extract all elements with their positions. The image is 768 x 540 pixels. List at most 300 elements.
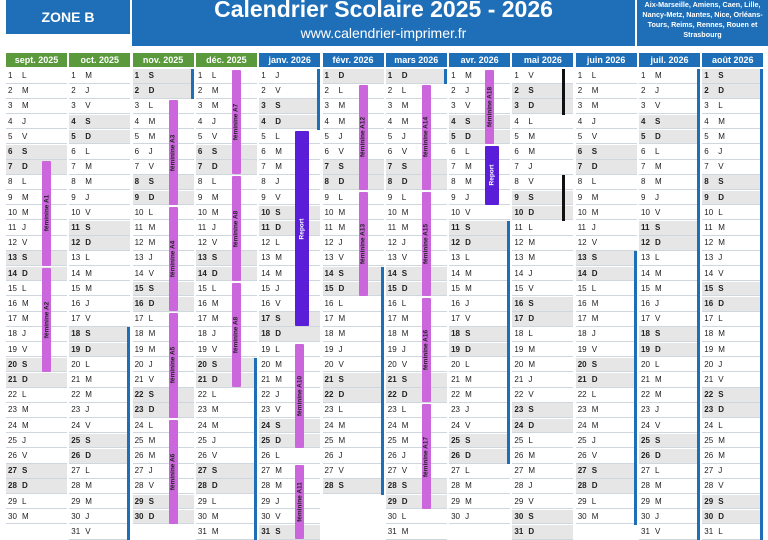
day-row [512, 464, 573, 479]
day-letter: M [85, 375, 92, 384]
day-row [449, 175, 510, 190]
day-number: 13 [197, 253, 207, 263]
day-number: 15 [197, 283, 207, 293]
day-number: 9 [71, 192, 76, 202]
day-letter: V [22, 344, 28, 354]
day-row [259, 419, 320, 434]
day-letter: L [528, 329, 533, 339]
day-letter: M [338, 435, 346, 445]
day-number: 3 [387, 101, 393, 111]
day-number: 8 [71, 177, 76, 187]
day-number: 10 [261, 207, 271, 217]
day-row [639, 221, 700, 236]
day-number: 20 [704, 359, 714, 369]
day-letter: S [528, 299, 534, 308]
day-row [639, 267, 700, 282]
day-letter: V [148, 481, 154, 491]
day-number: 5 [261, 131, 266, 141]
day-row [449, 403, 510, 418]
day-row [512, 373, 573, 388]
day-letter: S [22, 466, 28, 476]
day-number: 8 [261, 177, 266, 187]
day-row [323, 160, 384, 175]
day-row [576, 130, 637, 145]
day-letter: M [401, 101, 409, 111]
day-letter: M [85, 162, 92, 172]
day-row [576, 99, 637, 114]
day-number: 28 [197, 481, 207, 491]
day-row [259, 115, 320, 130]
day-row [259, 373, 320, 388]
day-row [576, 145, 637, 160]
day-letter: J [591, 116, 596, 126]
day-letter: J [211, 116, 216, 126]
day-row [196, 221, 257, 236]
day-number: 3 [704, 101, 709, 111]
day-number: 13 [514, 253, 524, 263]
day-number: 17 [514, 314, 524, 324]
day-row [512, 251, 573, 266]
day-letter: J [528, 268, 533, 278]
day-number: 18 [704, 329, 714, 339]
day-row [323, 343, 384, 358]
day-number: 1 [387, 71, 393, 80]
day-row [386, 464, 447, 479]
day-number: 8 [387, 177, 393, 187]
day-letter: D [528, 527, 535, 536]
day-number: 5 [451, 131, 456, 141]
day-letter: L [148, 101, 154, 111]
day-row [323, 297, 384, 312]
day-row [386, 327, 447, 342]
day-row [639, 434, 700, 449]
day-letter: V [275, 511, 281, 521]
day-number: 16 [641, 299, 650, 308]
day-letter: S [528, 511, 534, 521]
day-letter: D [718, 511, 725, 521]
day-number: 6 [134, 147, 140, 156]
day-number: 21 [514, 375, 524, 384]
day-row [196, 145, 257, 160]
day-letter: M [528, 147, 536, 156]
day-letter: S [655, 329, 661, 339]
day-number: 16 [514, 299, 524, 308]
day-letter: M [148, 223, 156, 232]
month-header: déc. 2025 [196, 53, 257, 67]
day-number: 29 [641, 496, 650, 506]
day-row [576, 419, 637, 434]
day-row [449, 206, 510, 221]
day-row [259, 175, 320, 190]
day-letter: D [401, 283, 408, 293]
day-letter: S [718, 177, 724, 187]
day-letter: M [85, 177, 92, 187]
day-letter: J [528, 481, 533, 491]
day-number: 3 [261, 101, 266, 111]
day-letter: D [591, 481, 598, 491]
day-row [6, 99, 67, 114]
day-row [69, 327, 130, 342]
day-row [196, 297, 257, 312]
day-number: 28 [324, 481, 334, 491]
day-letter: D [401, 71, 408, 80]
day-number: 26 [71, 451, 81, 460]
day-letter: S [275, 207, 281, 217]
day-row [323, 327, 384, 342]
day-letter: M [211, 299, 219, 308]
day-number: 28 [134, 481, 144, 491]
day-letter: J [718, 359, 723, 369]
day-number: 25 [704, 435, 714, 445]
day-letter: D [528, 314, 535, 324]
day-row [259, 403, 320, 418]
day-row [6, 221, 67, 236]
day-row [323, 434, 384, 449]
day-row [512, 343, 573, 358]
month-header: avr. 2026 [449, 53, 510, 67]
day-letter: L [465, 147, 470, 156]
day-row [512, 130, 573, 145]
day-number: 20 [8, 359, 17, 369]
day-number: 14 [387, 268, 397, 278]
day-row [133, 358, 194, 373]
day-number: 7 [8, 162, 13, 172]
day-number: 13 [71, 253, 81, 263]
day-number: 7 [261, 162, 266, 172]
day-row [702, 312, 763, 327]
day-letter: J [275, 390, 280, 400]
day-number: 30 [197, 511, 207, 521]
day-row [6, 312, 67, 327]
day-number: 1 [261, 71, 266, 80]
day-row [69, 343, 130, 358]
day-letter: S [718, 71, 724, 80]
day-row [702, 419, 763, 434]
day-letter: M [22, 299, 29, 308]
day-number: 22 [8, 390, 17, 400]
day-number: 13 [577, 253, 587, 263]
day-letter: D [211, 268, 218, 278]
day-number: 4 [577, 116, 583, 126]
day-number: 31 [514, 527, 524, 536]
day-letter: M [211, 511, 219, 521]
day-letter: M [528, 451, 536, 460]
site-url[interactable]: www.calendrier-imprimer.fr [300, 25, 467, 41]
day-letter: S [148, 283, 154, 293]
day-number: 18 [387, 329, 397, 339]
day-row [512, 221, 573, 236]
day-row [512, 115, 573, 130]
day-row [512, 236, 573, 251]
day-row [6, 464, 67, 479]
day-row [196, 510, 257, 525]
feminine-bar [422, 404, 431, 508]
day-letter: M [718, 116, 725, 126]
day-number: 19 [8, 344, 17, 354]
day-row [6, 419, 67, 434]
day-number: 10 [514, 207, 524, 217]
day-number: 24 [8, 420, 17, 430]
day-number: 10 [451, 207, 460, 217]
day-row [196, 327, 257, 342]
day-row [133, 449, 194, 464]
day-letter: M [401, 207, 409, 217]
day-letter: D [528, 101, 535, 111]
day-row [702, 145, 763, 160]
day-letter: L [211, 390, 217, 400]
day-letter: J [211, 329, 216, 339]
day-row [69, 115, 130, 130]
day-row [449, 267, 510, 282]
day-row [259, 130, 320, 145]
day-number: 27 [387, 466, 397, 476]
event-label: féminine A10 [296, 375, 304, 416]
day-row [133, 434, 194, 449]
day-row [449, 479, 510, 494]
day-number: 11 [261, 223, 270, 232]
day-row [576, 464, 637, 479]
day-letter: D [22, 268, 28, 278]
day-letter: L [401, 405, 407, 415]
day-row [259, 221, 320, 236]
day-number: 28 [514, 481, 524, 491]
day-letter: J [85, 192, 90, 202]
day-letter: L [275, 131, 280, 141]
day-row [639, 419, 700, 434]
day-letter: L [718, 101, 723, 111]
day-number: 4 [71, 116, 76, 126]
day-number: 7 [324, 162, 329, 172]
day-number: 1 [577, 71, 583, 80]
day-letter: M [211, 405, 219, 415]
day-number: 10 [641, 207, 650, 217]
day-letter: J [22, 116, 26, 126]
day-number: 3 [514, 101, 519, 111]
day-number: 10 [704, 207, 714, 217]
day-letter: D [465, 344, 471, 354]
day-row [259, 464, 320, 479]
day-row [196, 191, 257, 206]
day-letter: M [85, 390, 92, 400]
day-number: 29 [8, 496, 17, 506]
day-letter: M [338, 101, 346, 111]
feminine-bar [422, 192, 431, 296]
day-number: 26 [577, 451, 587, 460]
day-letter: J [465, 192, 470, 202]
day-letter: D [528, 420, 535, 430]
day-number: 29 [514, 496, 524, 506]
day-number: 31 [197, 527, 207, 536]
day-number: 25 [8, 435, 17, 445]
day-letter: V [211, 238, 218, 248]
day-number: 21 [451, 375, 460, 384]
day-row [6, 115, 67, 130]
day-letter: L [85, 359, 90, 369]
day-number: 26 [197, 451, 207, 460]
day-row [702, 373, 763, 388]
day-number: 24 [261, 420, 271, 430]
day-row [133, 464, 194, 479]
day-number: 26 [387, 451, 397, 460]
day-letter: D [718, 86, 725, 96]
feminine-bar [485, 70, 494, 144]
day-letter: V [655, 207, 661, 217]
day-letter: V [85, 101, 91, 111]
day-number: 9 [197, 192, 203, 202]
vacation-marker [760, 69, 763, 540]
day-number: 11 [134, 223, 143, 232]
day-number: 23 [8, 405, 17, 415]
day-number: 19 [704, 344, 714, 354]
day-row [449, 419, 510, 434]
day-letter: M [528, 131, 536, 141]
day-letter: M [591, 207, 599, 217]
day-letter: L [338, 405, 343, 415]
day-letter: M [22, 192, 29, 202]
day-number: 6 [704, 147, 709, 156]
day-row [196, 236, 257, 251]
day-number: 11 [387, 223, 397, 232]
day-row [6, 69, 67, 84]
day-row [639, 84, 700, 99]
month-header: nov. 2025 [133, 53, 194, 67]
day-number: 24 [71, 420, 81, 430]
day-number: 9 [324, 192, 329, 202]
day-letter: J [338, 451, 343, 460]
day-row [196, 251, 257, 266]
feminine-bar [42, 161, 51, 265]
day-letter: D [85, 451, 92, 460]
day-letter: V [718, 162, 724, 172]
day-number: 14 [134, 268, 144, 278]
day-number: 6 [641, 147, 646, 156]
day-row [259, 312, 320, 327]
day-row [323, 115, 384, 130]
day-number: 27 [197, 466, 207, 476]
day-row [639, 403, 700, 418]
day-letter: D [275, 435, 281, 445]
day-letter: M [718, 238, 725, 248]
day-letter: L [401, 192, 407, 202]
day-number: 23 [134, 405, 144, 415]
day-letter: J [148, 359, 153, 369]
day-letter: L [275, 451, 280, 460]
day-number: 10 [71, 207, 81, 217]
day-row [386, 479, 447, 494]
day-letter: S [85, 116, 91, 126]
day-letter: V [22, 451, 28, 460]
day-letter: V [401, 253, 408, 263]
day-number: 26 [324, 451, 334, 460]
day-number: 12 [514, 238, 524, 248]
day-number: 3 [577, 101, 583, 111]
zone-label: ZONE B [6, 0, 130, 34]
day-letter: M [591, 405, 599, 415]
day-row [639, 358, 700, 373]
day-number: 8 [704, 177, 709, 187]
day-letter: M [528, 344, 536, 354]
day-row [702, 495, 763, 510]
day-letter: M [275, 375, 282, 384]
day-row [449, 221, 510, 236]
day-row [133, 221, 194, 236]
day-number: 29 [451, 496, 460, 506]
day-number: 5 [197, 131, 203, 141]
day-row [512, 358, 573, 373]
day-letter: V [591, 131, 598, 141]
day-letter: M [401, 435, 409, 445]
day-row [133, 373, 194, 388]
day-letter: L [591, 496, 597, 506]
day-letter: D [211, 162, 218, 172]
day-row [323, 312, 384, 327]
day-letter: V [528, 71, 534, 80]
day-number: 24 [704, 420, 714, 430]
day-row [133, 479, 194, 494]
day-number: 18 [261, 329, 271, 339]
day-number: 2 [641, 86, 646, 96]
day-row [69, 403, 130, 418]
day-letter: V [85, 527, 91, 536]
day-number: 5 [8, 131, 13, 141]
day-row [259, 510, 320, 525]
day-row [196, 495, 257, 510]
day-number: 27 [324, 466, 334, 476]
day-number: 13 [451, 253, 460, 263]
day-row [196, 160, 257, 175]
day-number: 11 [8, 223, 17, 232]
day-letter: J [85, 299, 90, 308]
day-number: 11 [641, 223, 650, 232]
day-row [323, 175, 384, 190]
day-row [576, 358, 637, 373]
month-header: mai 2026 [512, 53, 573, 67]
day-letter: L [148, 314, 154, 324]
day-row [6, 510, 67, 525]
day-row [259, 358, 320, 373]
day-row [639, 495, 700, 510]
day-row [259, 145, 320, 160]
day-number: 17 [71, 314, 81, 324]
day-letter: J [528, 162, 533, 172]
day-row [6, 434, 67, 449]
day-row [576, 373, 637, 388]
day-letter: M [85, 283, 92, 293]
day-row [196, 449, 257, 464]
day-letter: J [401, 131, 406, 141]
day-number: 9 [134, 192, 140, 202]
day-letter: M [211, 207, 219, 217]
day-letter: S [655, 223, 661, 232]
day-letter: S [85, 435, 91, 445]
day-row [259, 160, 320, 175]
day-letter: M [211, 420, 219, 430]
day-row [576, 206, 637, 221]
day-row [6, 327, 67, 342]
day-number: 15 [387, 283, 397, 293]
day-row [259, 282, 320, 297]
day-letter: D [718, 192, 725, 202]
day-number: 29 [261, 496, 271, 506]
day-number: 5 [324, 131, 329, 141]
day-row [512, 267, 573, 282]
day-row [69, 221, 130, 236]
day-number: 16 [577, 299, 587, 308]
day-row [702, 221, 763, 236]
feminine-bar [169, 207, 178, 311]
feminine-bar [359, 192, 368, 296]
day-number: 30 [71, 511, 81, 521]
